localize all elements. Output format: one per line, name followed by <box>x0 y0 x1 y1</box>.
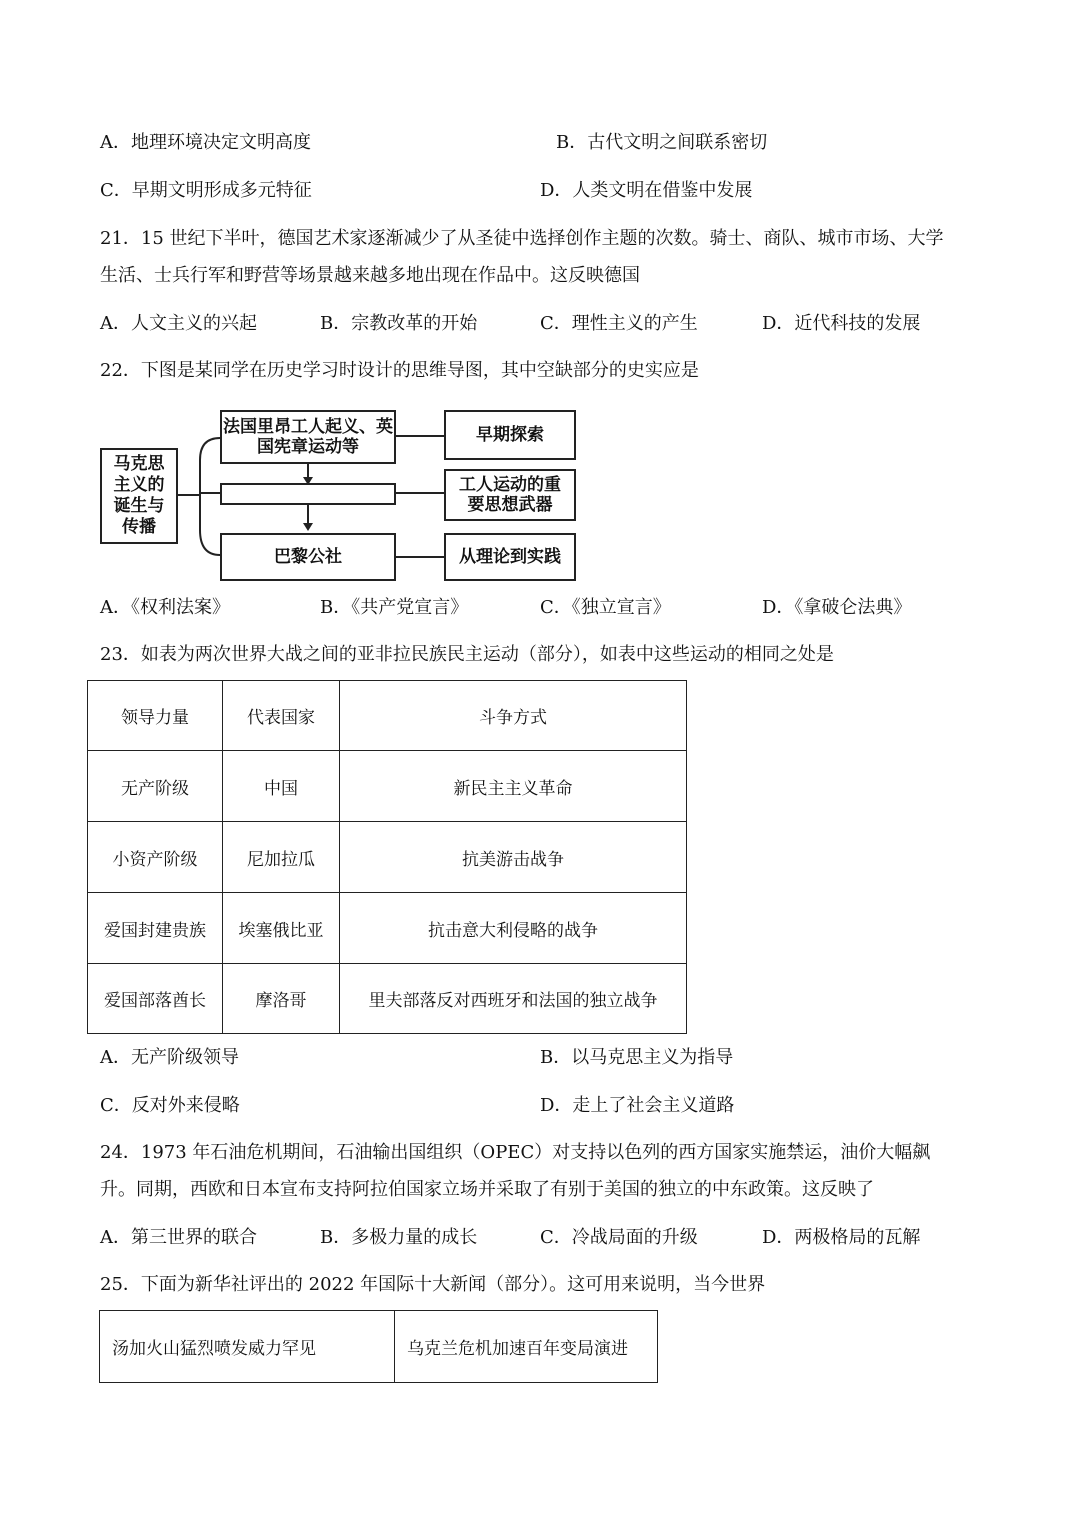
mind-map-label-1: 早期探索 <box>444 410 576 460</box>
table-cell: 汤加火山猛烈喷发威力罕见 <box>100 1311 395 1383</box>
table-header-cell: 领导力量 <box>88 681 223 751</box>
table-row <box>88 964 687 1034</box>
q23-option-a[interactable]: A．无产阶级领导 <box>100 1047 239 1068</box>
q25-stem: 25．下面为新华社评出的 2022 年国际十大新闻（部分）。这可用来说明，当今世界 <box>100 1274 766 1295</box>
table-header-row <box>88 681 687 751</box>
table-row <box>88 822 687 893</box>
table-header-cell: 斗争方式 <box>340 681 687 751</box>
q21-option-a[interactable]: A．人文主义的兴起 <box>100 313 257 334</box>
table-cell: 新民主主义革命 <box>340 751 687 822</box>
q24-stem-line-2: 升。同期，西欧和日本宣布支持阿拉伯国家立场并采取了有别于美国的独立的中东政策。这反映了 <box>100 1179 874 1200</box>
q24-option-a[interactable]: A．第三世界的联合 <box>100 1227 257 1248</box>
table-cell: 乌克兰危机加速百年变局演进 <box>395 1311 658 1383</box>
table-row <box>88 893 687 964</box>
table-cell: 尼加拉瓜 <box>223 822 340 893</box>
q25-table <box>99 1310 658 1383</box>
table-header-cell: 代表国家 <box>223 681 340 751</box>
q21-stem-line-2: 生活、士兵行军和野营等场景越来越多地出现在作品中。这反映德国 <box>100 265 640 286</box>
q22-option-c[interactable]: C．《独立宣言》 <box>540 597 671 618</box>
table-cell: 无产阶级 <box>88 751 223 822</box>
table-cell: 里夫部落反对西班牙和法国的独立战争 <box>340 964 687 1034</box>
q21-option-b[interactable]: B．宗教改革的开始 <box>320 313 478 334</box>
q20-option-c[interactable]: C．早期文明形成多元特征 <box>100 180 312 201</box>
table-row <box>88 751 687 822</box>
table-cell: 抗击意大利侵略的战争 <box>340 893 687 964</box>
mind-map <box>100 405 580 585</box>
q22-option-a[interactable]: A．《权利法案》 <box>100 597 230 618</box>
q24-option-c[interactable]: C．冷战局面的升级 <box>540 1227 698 1248</box>
table-cell: 爱国部落酋长 <box>88 964 223 1034</box>
q21-stem-line-1: 21．15 世纪下半叶，德国艺术家逐渐减少了从圣徒中选择创作主题的次数。骑士、商队、城市市场、大学 <box>100 228 944 249</box>
table-cell: 爱国封建贵族 <box>88 893 223 964</box>
q20-option-b[interactable]: B．古代文明之间联系密切 <box>556 132 768 153</box>
q21-option-c[interactable]: C．理性主义的产生 <box>540 313 698 334</box>
mind-map-label-2: 工人运动的重要思想武器 <box>444 469 576 521</box>
q20-option-d[interactable]: D．人类文明在借鉴中发展 <box>540 180 753 201</box>
table-cell: 小资产阶级 <box>88 822 223 893</box>
table-cell: 摩洛哥 <box>223 964 340 1034</box>
q24-option-d[interactable]: D．两极格局的瓦解 <box>762 1227 921 1248</box>
q23-option-c[interactable]: C．反对外来侵略 <box>100 1095 240 1116</box>
q24-option-b[interactable]: B．多极力量的成长 <box>320 1227 478 1248</box>
q23-option-d[interactable]: D．走上了社会主义道路 <box>540 1095 735 1116</box>
mind-map-node-3: 巴黎公社 <box>220 533 396 581</box>
q24-stem-line-1: 24．1973 年石油危机期间，石油输出国组织（OPEC）对支持以色列的西方国家实施禁运，油价大幅飙 <box>100 1142 931 1163</box>
q23-option-b[interactable]: B．以马克思主义为指导 <box>540 1047 734 1068</box>
q20-option-a[interactable]: A．地理环境决定文明高度 <box>100 132 311 153</box>
mind-map-node-1: 法国里昂工人起义、英国宪章运动等 <box>220 410 396 464</box>
q22-stem: 22．下图是某同学在历史学习时设计的思维导图，其中空缺部分的史实应是 <box>100 360 699 381</box>
mind-map-blank-node <box>220 483 396 505</box>
q22-option-b[interactable]: B．《共产党宣言》 <box>320 597 469 618</box>
q23-table <box>87 680 687 1034</box>
mind-map-label-3: 从理论到实践 <box>444 533 576 581</box>
table-cell: 埃塞俄比亚 <box>223 893 340 964</box>
table-cell: 抗美游击战争 <box>340 822 687 893</box>
table-cell: 中国 <box>223 751 340 822</box>
q23-stem: 23．如表为两次世界大战之间的亚非拉民族民主运动（部分），如表中这些运动的相同之处是 <box>100 644 834 665</box>
q22-option-d[interactable]: D．《拿破仑法典》 <box>762 597 912 618</box>
mind-map-root: 马克思主义的诞生与传播 <box>100 448 178 544</box>
table-row <box>100 1311 658 1383</box>
q21-option-d[interactable]: D．近代科技的发展 <box>762 313 921 334</box>
